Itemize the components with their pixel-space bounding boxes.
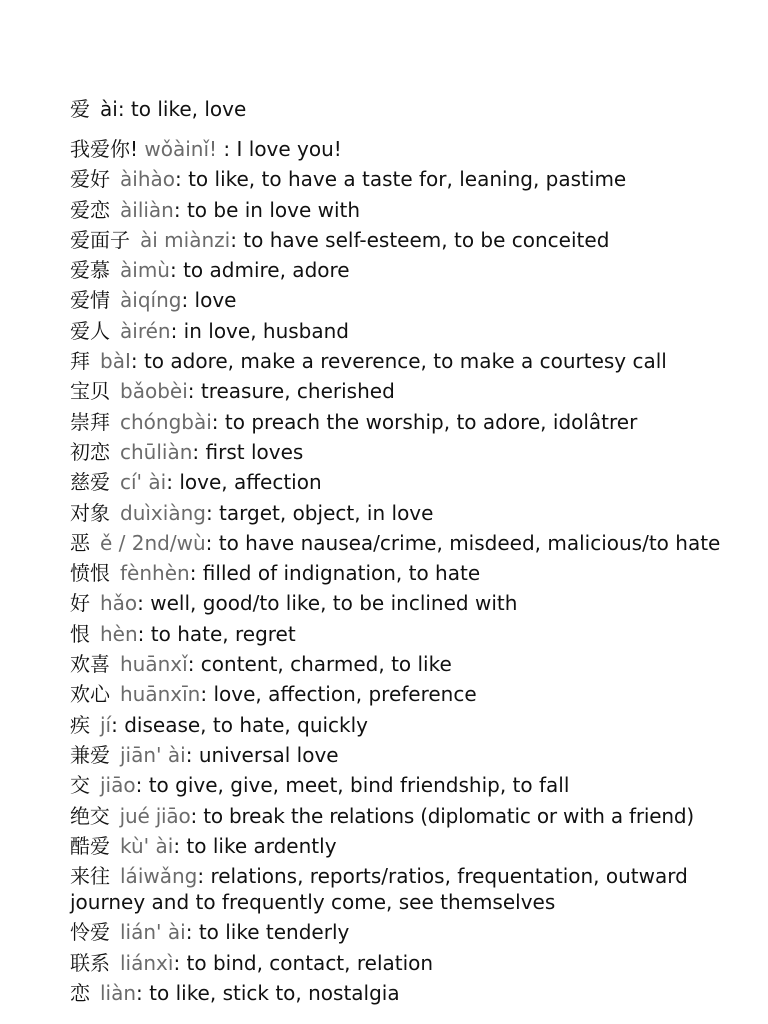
entry-pinyin: àiqíng <box>120 288 182 313</box>
entry-definition: : treasure, cherished <box>187 379 395 404</box>
entry-pinyin: jiāo <box>100 773 136 798</box>
entry-definition: : to have self-esteem, to be conceited <box>230 227 610 252</box>
entry-hanzi: 酷爱 <box>70 833 110 858</box>
list-item <box>70 197 730 223</box>
entry-pinyin: hǎo <box>100 591 138 616</box>
list-item <box>70 227 730 253</box>
entry-definition: : I love you! <box>217 137 342 161</box>
entry-pinyin: jí <box>100 712 112 737</box>
entry-definition: : to hate, regret <box>137 621 296 646</box>
entry-pinyin: huānxīn <box>120 682 201 707</box>
entry-pinyin: kù' ài <box>120 833 174 858</box>
entry-pinyin: bàI <box>100 349 131 374</box>
entry-pinyin: jiān' ài <box>120 742 186 767</box>
list-item <box>70 136 730 162</box>
entry-hanzi: 爱恋 <box>70 197 110 222</box>
list-item <box>70 621 730 647</box>
entry-hanzi: 交 <box>70 773 90 798</box>
entry-definition: : to like ardently <box>173 833 337 858</box>
entry-hanzi: 怜爱 <box>70 920 110 945</box>
entry-pinyin: fènhèn <box>120 561 190 586</box>
list-item <box>70 257 730 283</box>
list-item <box>70 500 730 526</box>
header-pinyin: ài <box>100 97 118 121</box>
list-item <box>70 803 730 829</box>
entry-definition: : to have nausea/crime, misdeed, malicious/to hate <box>205 530 721 555</box>
entry-hanzi: 初恋 <box>70 439 110 464</box>
entry-hanzi: 疾 <box>70 712 90 737</box>
list-item <box>70 980 730 1006</box>
list-item <box>70 651 730 677</box>
entry-pinyin: lián' ài <box>120 920 186 945</box>
entry-definition: : love <box>181 288 237 313</box>
entry-hanzi: 爱情 <box>70 288 110 313</box>
list-item <box>70 833 730 859</box>
entry-definition: : to admire, adore <box>169 258 350 283</box>
entry-pinyin: àihào <box>120 167 175 192</box>
entry-hanzi: 来往 <box>70 864 110 889</box>
list-item <box>70 590 730 616</box>
list-item <box>70 530 730 556</box>
entry-pinyin: liàn <box>100 981 137 1006</box>
entry-pinyin: cí' ài <box>120 470 167 495</box>
entry-pinyin: duìxiàng <box>120 500 206 525</box>
list-item <box>70 439 730 465</box>
entry-hanzi: 爱面子 <box>70 227 130 252</box>
list-item <box>70 712 730 738</box>
entry-hanzi: 崇拜 <box>70 409 110 434</box>
entry-definition: : to give, give, meet, bind friendship, to fall <box>135 773 570 798</box>
dictionary-page <box>70 94 730 1010</box>
list-item <box>70 742 730 768</box>
entry-definition: : to break the relations (diplomatic or with a friend) <box>190 803 694 828</box>
entry-pinyin: àimù <box>120 258 170 283</box>
list-item <box>70 681 730 707</box>
entry-hanzi: 爱慕 <box>70 258 110 283</box>
list-item <box>70 772 730 798</box>
entry-definition: : filled of indignation, to hate <box>189 561 481 586</box>
entry-definition: : content, charmed, to like <box>187 652 452 677</box>
entry-hanzi: 兼爱 <box>70 742 110 767</box>
entry-pinyin: wǒàinǐ! <box>144 137 218 161</box>
entry-definition: : to like tenderly <box>185 920 350 945</box>
entry-hanzi: 对象 <box>70 500 110 525</box>
entry-pinyin: láiwǎng <box>120 864 198 889</box>
entry-hanzi: 联系 <box>70 950 110 975</box>
entry-hanzi: 拜 <box>70 349 90 374</box>
entry-hanzi: 绝交 <box>70 803 110 828</box>
list-item <box>70 166 730 192</box>
list-item <box>70 950 730 976</box>
entry-hanzi: 欢心 <box>70 682 110 707</box>
entry-pinyin: ě / 2nd/wù <box>100 530 206 555</box>
list-item <box>70 287 730 313</box>
entry-hanzi: 爱人 <box>70 318 110 343</box>
entry-definition: : universal love <box>185 742 339 767</box>
entry-definition: : love, affection <box>166 470 322 495</box>
header-definition: : to like, love <box>117 97 247 121</box>
entry-pinyin: àiliàn <box>120 197 174 222</box>
entry-pinyin: chóngbài <box>120 409 212 434</box>
list-item <box>70 378 730 404</box>
entry-pinyin: àirén <box>120 318 171 343</box>
entry-pinyin: liánxì <box>120 950 174 975</box>
list-item <box>70 469 730 495</box>
entry-definition: : to like, stick to, nostalgia <box>136 981 400 1006</box>
entry-definition: : to bind, contact, relation <box>173 950 434 975</box>
entry-definition: : first loves <box>192 439 304 464</box>
list-item <box>70 560 730 586</box>
entry-definition: : to preach the worship, to adore, idolâtrer <box>211 409 638 434</box>
entry-pinyin: jué jiāo <box>119 803 191 828</box>
entry-pinyin: bǎobèi <box>120 379 188 404</box>
list-item <box>70 409 730 435</box>
entry-hanzi: 爱好 <box>70 167 110 192</box>
entry-hanzi: 好 <box>70 591 90 616</box>
entry-list <box>70 136 730 1006</box>
entry-pinyin: hèn <box>100 621 138 646</box>
entry-hanzi: 我爱你! <box>70 137 139 161</box>
entry-definition: : to like, to have a taste for, leaning, pastime <box>174 167 627 192</box>
entry-pinyin: chūliàn <box>120 439 193 464</box>
entry-definition: : to adore, make a reverence, to make a courtesy call <box>130 349 667 374</box>
entry-hanzi: 欢喜 <box>70 652 110 677</box>
list-item <box>70 318 730 344</box>
entry-hanzi: 愤恨 <box>70 561 110 586</box>
header-hanzi: 爱 <box>70 97 90 121</box>
list-item <box>70 919 730 945</box>
entry-pinyin: ài miànzi <box>140 227 231 252</box>
entry-definition: : in love, husband <box>170 318 350 343</box>
entry-hanzi: 宝贝 <box>70 379 110 404</box>
entry-hanzi: 恨 <box>70 621 90 646</box>
entry-hanzi: 慈爱 <box>70 470 110 495</box>
entry-hanzi: 恶 <box>70 530 90 555</box>
list-item <box>70 348 730 374</box>
entry-pinyin: huānxǐ <box>120 652 188 677</box>
entry-definition: : relations, reports/ratios, frequentation, outward journey and to frequently come, see themselves <box>70 864 688 915</box>
entry-definition: : love, affection, preference <box>200 682 477 707</box>
entry-definition: : well, good/to like, to be inclined with <box>137 591 518 616</box>
list-item <box>70 863 730 915</box>
entry-definition: : target, object, in love <box>205 500 434 525</box>
entry-hanzi: 恋 <box>70 981 90 1006</box>
header-entry <box>70 94 730 124</box>
entry-definition: : disease, to hate, quickly <box>111 712 369 737</box>
entry-definition: : to be in love with <box>173 197 361 222</box>
